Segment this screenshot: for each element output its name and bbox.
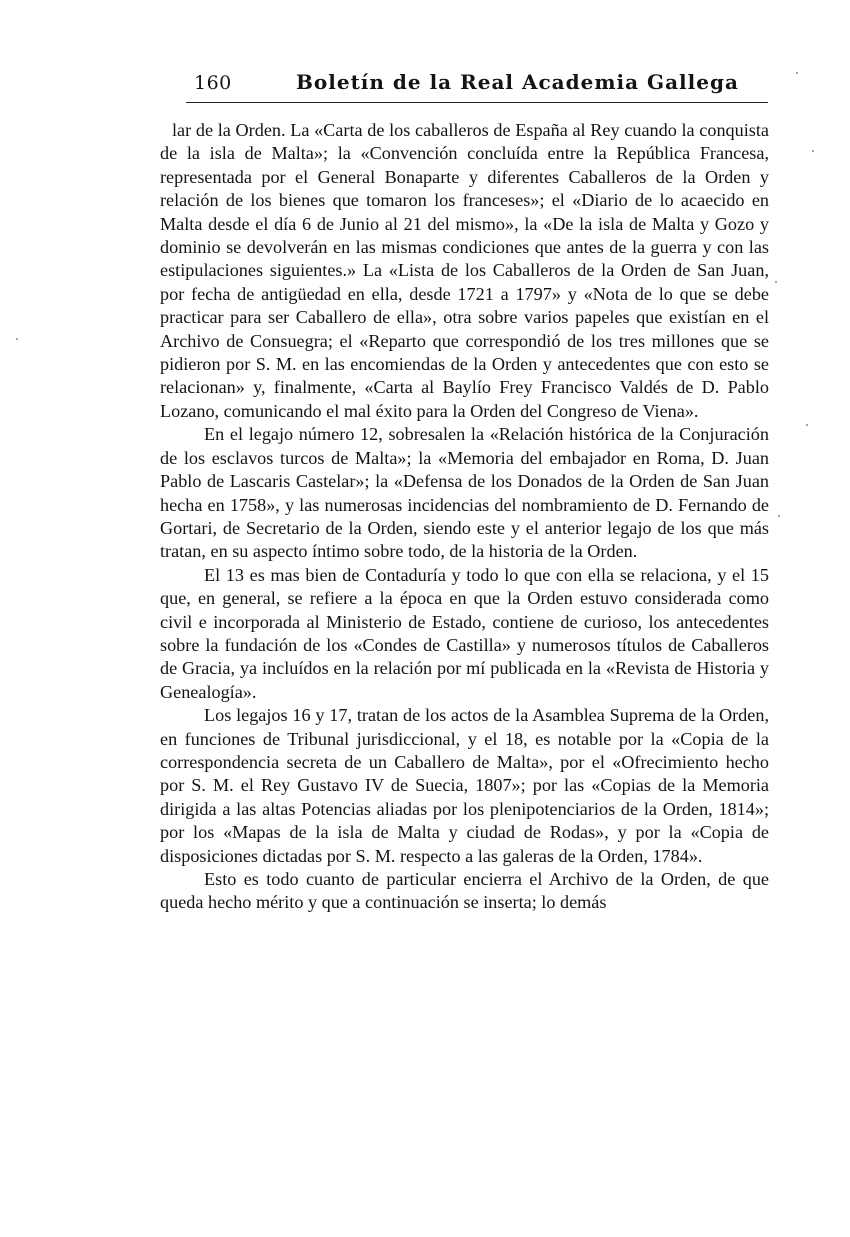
running-title: Boletín de la Real Academia Gallega — [296, 70, 739, 94]
scan-speck — [778, 515, 780, 517]
body-text — [160, 119, 769, 915]
paragraph-1: lar de la Orden. La «Carta de los caballeros de España al Rey cuando la conquista de la isla de Malta»; la «Convención concluída entre la República Francesa, representada por el General Bonaparte y diferentes Caballeros de la Orden y relación de los bienes que tomaron los franceses»; el «Diario de lo acaecido en Malta desde el día 6 de Junio al 21 del mismo», la «De la isla de Malta y Gozo y dominio se devolverán en las mismas condiciones que antes de la guerra y con las estipulaciones siguientes.» La «Lista de los Caballeros de la Orden de San Juan, por fecha de antigüedad en ella, desde 1721 a 1797» y «Nota de lo que se debe practicar para ser Caballero de ella», otra sobre varios papeles que existían en el Archivo de Consuegra; el «Reparto que correspondió de los tres millones que se pidieron por S. M. en las encomiendas de la Orden y antecedentes que con esto se relacionan» y, finalmente, «Carta al Baylío Frey Francisco Valdés de D. Pablo Lozano, comunicando el mal éxito para la Orden del Congreso de Viena». — [160, 120, 769, 421]
paragraph-4: Los legajos 16 y 17, tratan de los actos de la Asamblea Suprema de la Orden, en funciones de Tribunal jurisdiccional, y el 18, es notable por la «Copia de la correspondencia secreta de un Caballero de Malta», por el «Ofrecimiento hecho por S. M. el Rey Gustavo IV de Suecia, 1807»; por las «Copias de la Memoria dirigida a las altas Potencias aliadas por los plenipotenciarios de la Orden, 1814»; por los «Mapas de la isla de Malta y ciudad de Rodas», y por la «Copia de disposiciones dictadas por S. M. respecto a las galeras de la Orden, 1784». — [160, 705, 769, 866]
page-number: 160 — [194, 72, 232, 94]
scan-speck — [16, 338, 18, 340]
paragraph-3: El 13 es mas bien de Contaduría y todo lo que con ella se relaciona, y el 15 que, en general, se refiere a la época en que la Orden estuvo considerada como civil e incorporada al Ministerio de Estado, contiene de curioso, los antecedentes sobre la fundación de los «Condes de Castilla» y numerosos títulos de Caballeros de Gracia, ya incluídos en la relación por mí publicada en la «Revista de Historia y Genealogía». — [160, 564, 769, 702]
scan-speck — [806, 424, 808, 426]
paragraph-5: Esto es todo cuanto de particular encierra el Archivo de la Orden, de que queda hecho mérito y que a continuación se inserta; lo demás — [160, 869, 769, 913]
paragraph-2: En el legajo número 12, sobresalen la «Relación histórica de la Conjuración de los esclavos turcos de Malta»; la «Memoria del embajador en Roma, D. Juan Pablo de Lascaris Castelar»; la «Defensa de los Donados de la Orden de San Juan hecha en 1758», y las numerosas incidencias del nombramiento de D. Fernando de Gortari, de Secretario de la Orden, siendo este y el anterior legajo de los que más tratan, en su aspecto íntimo sobre todo, de la historia de la Orden. — [160, 424, 769, 562]
page-header — [186, 66, 768, 103]
scan-speck — [796, 72, 798, 74]
scan-speck — [812, 150, 814, 152]
scan-speck — [775, 281, 777, 283]
